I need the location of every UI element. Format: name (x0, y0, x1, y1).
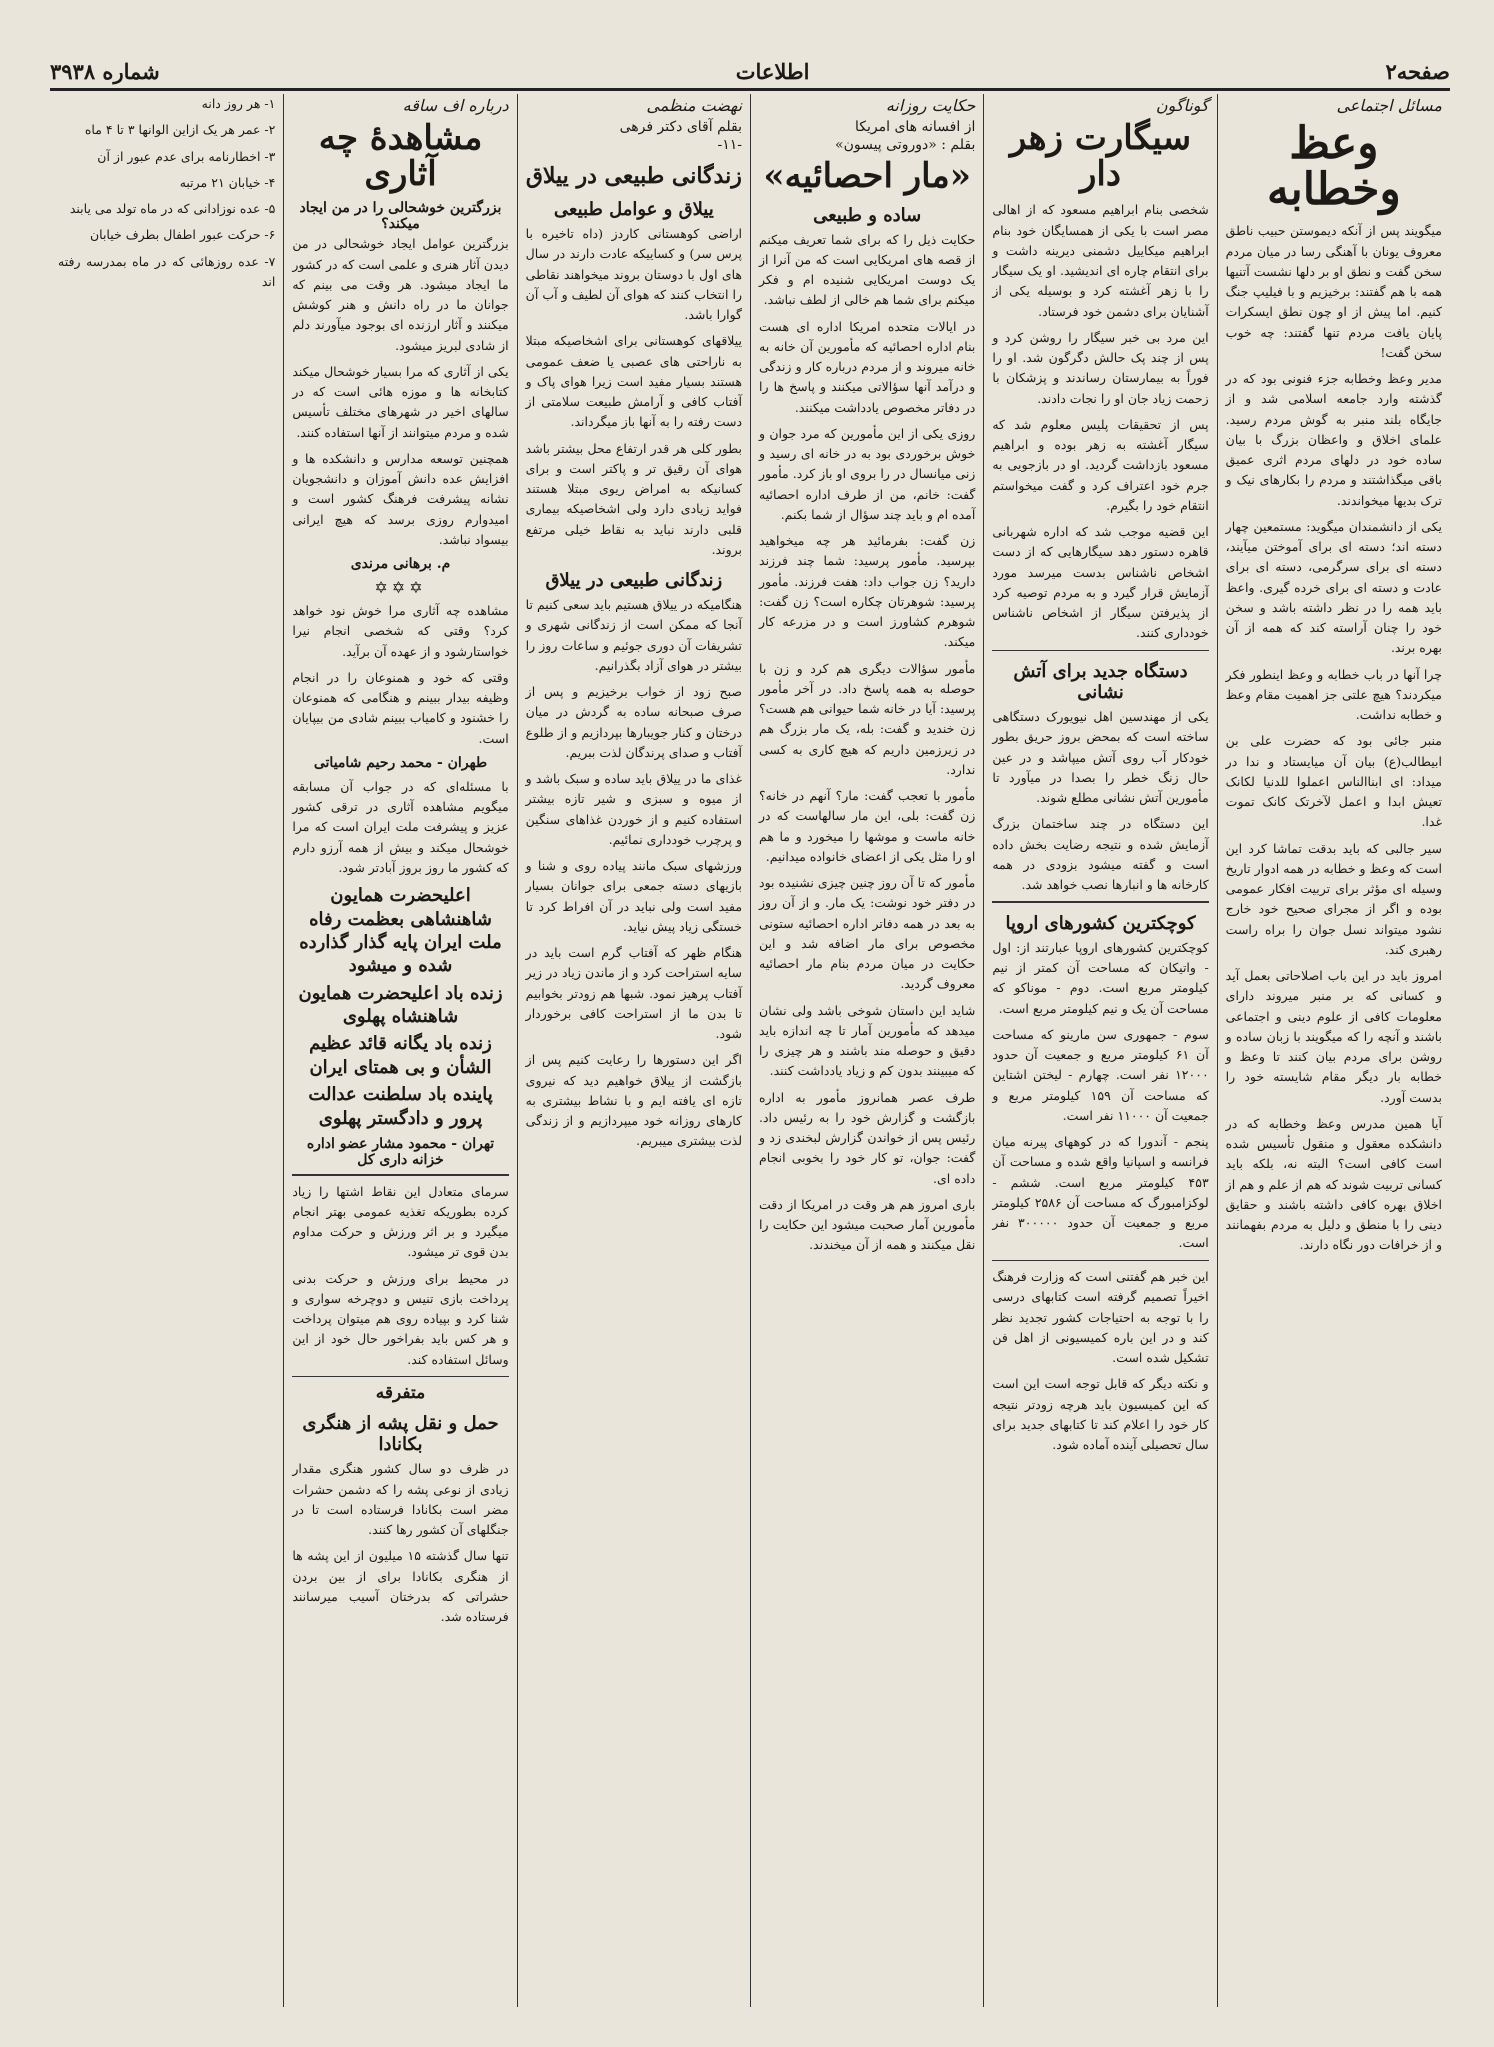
paragraph: میگویند پس از آنکه دیموستن حبیب ناطق معروف یونان با آهنگی رسا در میان مردم سخن گفت و نطق او بر دلها نشست آتنیها همه با هم گفتند: برخیزیم و با فیلیپ جنگ کنیم. اما پیش از او چون نطق ایسکرات پایان یافت مردم تنها گفتند: چه خوب سخن گفت! (1225, 223, 1442, 360)
paragraph: یکی از آثاری که مرا بسیار خوشحال میکند کتابخانه ها و موزه هائی است که در سالهای اخیر در شهرهای مختلف تأسیس شده و مردم میتوانند از آنها استفاده کنند. (292, 363, 509, 440)
divider (292, 1376, 508, 1378)
paragraph: ورزشهای سبک مانند پیاده روی و شنا و بازیهای دسته جمعی برای جوانان بسیار مفید است ولی نباید در آن افراط کرد تا خستگی زیاد پیش نیاید. (525, 858, 743, 934)
column-countryside (517, 94, 750, 2007)
list-item: ۵- عده نوزادانی که در ماه تولد می یابند (69, 201, 276, 216)
paragraph: هنگام ظهر که آفتاب گرم است باید در سایه استراحت کرد و از ماندن زیاد در زیر آفتاب پرهیز نمود. شبها هم زودتر بخوابیم تا بدن ما از استراحت کافی برخوردار شود. (525, 945, 743, 1041)
paragraph: شاید این داستان شوخی باشد ولی نشان میدهد که مأمورین آمار تا چه اندازه باید دقیق و حوصله مند باشند و هر چیزی را که میبینند بدون کم و زیاد یادداشت کنند. (759, 1002, 976, 1079)
page-number: صفحه۲ (1385, 58, 1450, 84)
paragraph: زن گفت: بفرمائید هر چه میخواهید بپرسید. مأمور پرسید: شما چند فرزند دارید؟ زن جواب داد: هفت فرزند. مأمور پرسید: شوهرتان چکاره است؟ زن گفت: شوهرم کشاورز است و در مزرعه کار میکند. (759, 533, 976, 650)
paragraph: مأمور که تا آن روز چنین چیزی نشنیده بود در دفتر خود نوشت: یک مار. و از آن روز به بعد در همه دفاتر اداره احصائیه ستونی مخصوص برای مار اضافه شد و این حکایت در میان مردم بنام مار احصائیه معروف گردید. (759, 875, 976, 992)
slogan-line: زنده باد یگانه قائد عظیم الشأن و بی همتای ایران (309, 1033, 492, 1078)
paragraph: وقتی که خود و همنوعان را در انجام وظیفه بیدار ببینم و هنگامی که همنوعان را خشنود و کامیاب ببینم شادی من بیپایان است. (292, 669, 509, 746)
paragraph: با مسئله‌ای که در جواب آن مسابقه میگویم مشاهده آثاری در ترقی کشور عزیز و پیشرفت ملت ایران است که مرا خوشحال میکند و بیش از همه آرزو دارم که کشور ما روز بروز آبادتر شود. (292, 778, 509, 875)
article-body (992, 938, 1208, 1254)
section-kicker: مسائل اجتماعی (1336, 96, 1442, 115)
article-body (992, 707, 1208, 895)
list-item: ۷- عده روزهائی که در ماه بمدرسه رفته اند (58, 253, 276, 289)
paragraph: روزی یکی از این مأمورین که مرد جوان و خوش برخوردی بود به در خانه ای رسید و زنی میانسال در را بروی او باز کرد. مأمور گفت: خانم، من از طرف اداره احصائیه آمده ام و باید چند سؤال از شما بکنم. (759, 425, 976, 522)
paragraph: در محیط برای ورزش و حرکت بدنی پرداخت بازی تنیس و دوچرخه سواری و شنا کرد و بپیاده روی هم میتوان پرداخت و هر کس باید بفراخور حال خود از این وسائل استفاده کند. (292, 1270, 509, 1367)
article-body (992, 1267, 1208, 1455)
headline-cigarette: سیگارت زهر دار (1009, 118, 1192, 194)
column-story (750, 94, 983, 2007)
section-kicker: نهضت منظمی (646, 96, 743, 115)
article-body (292, 234, 508, 550)
divider (292, 1174, 508, 1176)
paragraph: شخصی بنام ابراهیم مسعود که از اهالی مصر است با یکی از همسایگان خود بنام ابراهیم میکاییل دشمنی دیرینه داشت و برای انتقام چاره ای اندیشید. او یک سیگار را با زهر آغشته کرد و بوسیله یکی از آشنایان برای دشمن خود فرستاد. (992, 202, 1209, 319)
star-divider-icon: ✡✡✡ (374, 578, 427, 598)
paragraph: آیا همین مدرس وعظ وخطابه که در دانشکده معقول و منقول تأسیس شده است کافی است؟ البته نه، بلکه باید کسانی تربیت شوند که هم از علم و هم از اخلاق بهره کافی داشته باشند و حقایق دینی را با منطق و دلیل به مردم بفهمانند و از خرافات دور نگاه دارند. (1225, 1115, 1442, 1253)
paragraph: حکایت ذیل را که برای شما تعریف میکنم از قصه های امریکایی است که من آنرا از یک دوست امریکایی شنیده ام و فکر میکنم برای شما هم خالی از لطف نباشد. (759, 231, 976, 308)
paragraph: مشاهده چه آثاری مرا خوش نود خواهد کرد؟ وقتی که شخصی انجام نیرا خواستارشود و از عهده آن برآید. (292, 603, 509, 659)
paragraph: و نکته دیگر که قابل توجه است این است که این کمیسیون باید هرچه زودتر نتیجه کار خود را اعلام کند تا کتابهای جدید برای سال تحصیلی آینده آماده شود. (992, 1376, 1209, 1453)
headline-sermon: وعظ وخطابه (1266, 118, 1401, 216)
paragraph: سوم - جمهوری سن مارینو که مساحت آن ۶۱ کیلومتر مربع و جمعیت آن حدود ۱۲۰۰۰ نفر است. چهارم - لیختن اشتاین که مساحت آن ۱۵۹ کیلومتر مربع و جمعیت آن ۱۱۰۰۰ نفر است. (992, 1026, 1209, 1123)
columns (50, 94, 1450, 2007)
paragraph: مأمور با تعجب گفت: مار؟ آنهم در خانه؟ زن گفت: بلی، این مار سالهاست که در خانه ماست و موشها را میخورد و ما هم او را مثل یکی از اعضای خانواده میدانیم. (759, 788, 976, 864)
article-body (292, 1459, 508, 1627)
header-rule (50, 88, 1450, 91)
author-name: طهران - محمد رحیم شامیاتی (313, 754, 488, 771)
paragraph: بطور کلی هر قدر ارتفاع محل بیشتر باشد هوای آن رقیق تر و پاکتر است و برای کسانیکه به امراض ریوی مبتلا هستند فواید زیادی دارد ولی اشخاصیکه بیماری قلبی دارند نباید به نقاط خیلی مرتفع بروند. (525, 440, 743, 557)
slogan-line: اعلیحضرت همایون شاهنشاهی بعظمت رفاه ملت ایران پایه گذار گذارده شده و میشود (299, 885, 502, 977)
list-item: ۳- اخطارنامه برای عدم عبور از آن (97, 148, 276, 164)
list-item: ۱- هر روز دانه (201, 96, 276, 111)
article-body (1226, 221, 1442, 1255)
paragraph: اگر این دستورها را رعایت کنیم پس از بازگشت از ییلاق خواهیم دید که نیروی تازه ای یافته ایم و با نشاط بیشتری به کارهای روزانه خود میپردازیم و از زندگی لذت بیشتری میبریم. (525, 1052, 743, 1149)
issue-number: شماره ۳۹۳۸ (50, 58, 160, 84)
subhead-europe: کوچکترین کشورهای اروپا (1005, 912, 1196, 934)
article-body (759, 230, 975, 1256)
paragraph: غذای ما در ییلاق باید ساده و سبک باشد و از میوه و سبزی و شیر تازه بیشتر استفاده کنیم و از خوردن غذاهای سنگین و پرچرب خودداری نمائیم. (525, 771, 743, 847)
paragraph: کوچکترین کشورهای اروپا عبارتند از: اول - واتیکان که مساحت آن کمتر از نیم کیلومتر مربع است. دوم - موناکو که مساحت آن یک و نیم کیلومتر مربع است. (992, 939, 1209, 1016)
paragraph: سیر جالبی که باید بدقت تماشا کرد این است که وعظ و خطابه در همه ادوار تاریخ وسیله ای مؤثر برای تربیت افکار عمومی بوده و اگر از مجرای صحیح خود خارج نشود میتواند نسل جوان را براه راست رهبری کند. (1225, 840, 1442, 957)
paragraph: ییلاقهای کوهستانی برای اشخاصیکه مبتلا به ناراحتی های عصبی یا ضعف عمومی هستند بسیار مفید است زیرا هوای پاک و آفتاب کافی و آرامش طبیعت سلامتی از دست رفته را به آنها باز میگرداند. (525, 333, 743, 430)
numbered-list (58, 94, 275, 292)
divider (992, 650, 1208, 652)
paragraph: بزرگترین عوامل ایجاد خوشحالی در من دیدن آثار هنری و علمی است که در کشور ما ایجاد میشود. هر وقت می بینم که جوانان ما در راه دانش و هنر کوشش میکنند و آثار ارزنده ای بوجود میآورند دلم از شادی لبریز میشود. (292, 236, 509, 353)
paragraph: صبح زود از خواب برخیزیم و پس از صرف صبحانه ساده به گردش در میان درختان و کنار جویبارها بپردازیم و از طلوع آفتاب و صدای پرندگان لذت ببریم. (525, 684, 743, 760)
author-name: م. برهانی مرندی (350, 556, 451, 573)
column-list (50, 94, 283, 2007)
article-body (292, 601, 508, 749)
column-contest (283, 94, 516, 2007)
paragraph: پس از تحقیقات پلیس معلوم شد که سیگار آغشته به زهر بوده و ابراهیم مسعود بازداشت گردید. او در بازجویی به جرم خود اعتراف کرد و گفت میخواستم انتقام خود را بگیرم. (992, 416, 1209, 513)
article-body (526, 595, 742, 1152)
slogan-line: پاینده باد سلطنت عدالت پرور و دادگستر پهلوی (308, 1084, 493, 1129)
paragraph: در ظرف دو سال کشور هنگری مقدار زیادی از نوعی پشه را که دشمن حشرات مضر است بکانادا فرستاده است تا در جنگلهای آن کشور رها کنند. (292, 1461, 509, 1538)
headline-contest: مشاهدهٔ چه آثاری (318, 118, 483, 194)
subhead-simple: ساده و طبیعی (813, 204, 922, 226)
newspaper-name: اطلاعات (735, 58, 810, 84)
paragraph: همچنین توسعه مدارس و دانشکده ها و افزایش عده دانش آموزان و دانشجویان نشانه پیشرفت فرهنگ کشور است و امیدوارم روزی برسد که هیچ ایرانی بیسواد نباشد. (292, 450, 509, 547)
paragraph: یکی از دانشمندان میگوید: مستمعین چهار دسته اند؛ دسته ای برای آموختن میآیند، دسته ای برای سرگرمی، دسته ای برای عادت و دسته ای برای خرده گیری. واعظ باید همه را در نظر داشته باشد و سخن خود را چنان آراسته کند که همه از آن بهره برند. (1225, 518, 1442, 656)
article-body (292, 1182, 508, 1370)
article-body (992, 200, 1208, 643)
section-kicker-2: از افسانه های امریکا (854, 119, 976, 135)
byline: بقلم : «دوروتی پیسون» (835, 137, 976, 153)
list-item: ۲- عمر هر یک ازاین الوانها ۳ تا ۴ ماه (84, 122, 276, 138)
column-sermon (1217, 94, 1450, 2007)
paragraph: سرمای متعادل این نقاط اشتها را زیاد کرده بطوریکه تغذیه عمومی بهتر انجام میگیرد و بر اثر ورزش و حرکت مداوم بدن قوی تر میشود. (292, 1183, 509, 1260)
article-body (526, 224, 742, 560)
section-kicker: درباره اف ساقه (402, 96, 509, 115)
paragraph: پنجم - آندورا که در کوههای پیرنه میان فرانسه و اسپانیا واقع شده و مساحت آن ۴۵۳ کیلومتر مربع است. ششم - لوکزامبورگ که مساحت آن ۲۵۸۶ کیلومتر مربع و جمعیت آن حدود ۳۰۰۰۰۰ نفر است. (992, 1134, 1209, 1251)
contest-question: بزرگترین خوشحالی را در من ایجاد میکند؟ (299, 200, 502, 233)
subhead-mosquito: حمل و نقل پشه از هنگری بکانادا (302, 1413, 499, 1456)
section-kicker: گوناگون (1155, 96, 1209, 115)
list-item: ۶- حرکت عبور اطفال بطرف خیابان (89, 227, 276, 243)
byline: بقلم آقای دکتر فرهی (619, 119, 743, 135)
paragraph: این دستگاه در چند ساختمان بزرگ آزمایش شده و نتیجه رضایت بخش داده است و گفته میشود بزودی در همه کارخانه ها و انبارها نصب خواهد شد. (992, 816, 1209, 893)
divider (992, 1260, 1208, 1262)
paragraph: امروز باید در این باب اصلاحاتی بعمل آید و کسانی که بر منبر میروند دارای معلومات کافی از علوم دینی و اجتماعی باشند و آنچه را که میگویند با زبان ساده و روشن برای مردم بیان کنند تا وعظ و خطابه بار دیگر مقام شایسته خود را بدست آورد. (1225, 968, 1442, 1105)
subhead-nature: ییلاق و عوامل طبیعی (553, 199, 714, 220)
page-header (50, 54, 1450, 88)
paragraph: مدیر وعظ وخطابه جزء فنونی بود که در گذشته وارد جامعه اسلامی شد و از جایگاه بلند منبر به گوش مردم رسید. علمای اخلاق و واعظان بزرگ با بیان ساده خود در دلهای مردم اثری عمیق باقی میگذاشتند و مردم را بکارهای نیک و ترک بدیها میخواندند. (1225, 371, 1442, 508)
royal-slogans (292, 884, 508, 1130)
paragraph: در ایالات متحده امریکا اداره ای هست بنام اداره احصائیه که مأمورین آن خانه به خانه میروند و از مردم درباره کار و زندگی و درآمد آنها سؤالاتی میکنند و پاسخ ها را در دفاتر مخصوص یادداشت میکنند. (759, 318, 976, 415)
section-kicker: حکایت روزانه (885, 96, 976, 115)
paragraph: طرف عصر همانروز مأمور به اداره بازگشت و گزارش خود را به رئیس داد. رئیس پس از خواندن گزارش لبخندی زد و گفت: جوان، تو کار خود را بخوبی انجام داده ای. (759, 1089, 976, 1186)
paragraph: چرا آنها در باب خطابه و وعظ اینطور فکر میکردند؟ هیچ علتی جز اهمیت مقام وعظ و خطابه نداشت. (1225, 666, 1442, 723)
headline-countryside: زندگانی طبیعی در ییلاق (525, 163, 742, 189)
paragraph: یکی از مهندسین اهل نیویورک دستگاهی ساخته است که بمحض بروز حریق بطور خودکار آب روی آتش میپاشد و در عین حال زنگ خطر را بصدا در میآورد تا مأمورین آتش نشانی مطلع شوند. (992, 709, 1209, 806)
series-number: -۱۱- (717, 137, 743, 153)
article-body (292, 777, 508, 878)
paragraph: این قضیه موجب شد که اداره شهربانی قاهره دستور دهد سیگارهایی که از دست اشخاص ناشناس بدست میرسد مورد آزمایش قرار گیرد و به مردم توصیه کرد از پذیرفتن سیگار از اشخاص ناشناس خودداری کنند. (992, 524, 1209, 641)
paragraph: این خبر هم گفتنی است که وزارت فرهنگ اخیراً تصمیم گرفته است کتابهای درسی را با توجه به احتیاجات کشور تجدید نظر کند و در این باره کمیسیونی از اهل فن تشکیل شده است. (992, 1269, 1209, 1366)
column-poison-cigarette (983, 94, 1216, 2007)
paragraph: این مرد بی خبر سیگار را روشن کرد و پس از چند پک حالش دگرگون شد. او را فوراً به بیمارستان رساندند و پزشکان با زحمت زیاد جان او را نجات دادند. (992, 329, 1209, 406)
paragraph: مأمور سؤالات دیگری هم کرد و زن با حوصله به همه پاسخ داد. در آخر مأمور پرسید: آیا در خانه شما حیوانی هم هست؟ زن خندید و گفت: بله، یک مار بزرگ هم در زیرزمین داریم که هیچ کاری به کسی ندارد. (759, 660, 976, 777)
paragraph: منبر جائی بود که حضرت علی بن ابیطالب(ع) بیان آن میایستاد و ندا در میداد: ای ابناالناس اعملوا للدنیا لکانک تعیش ابدا و اعمل لآخرتک کانک تموت غدا. (1225, 733, 1442, 830)
paragraph: هنگامیکه در ییلاق هستیم باید سعی کنیم تا آنجا که ممکن است از زندگانی شهری و تشریفات آن دوری جوئیم و ساعات روز را بیشتر در هوای آزاد بگذرانیم. (525, 597, 743, 673)
slogan-line: زنده باد اعلیحضرت همایون شاهنشاه پهلوی (298, 982, 503, 1028)
headline-story: «مار احصائیه» (763, 156, 971, 196)
subhead-fire: دستگاه جدید برای آتش نشانی (1013, 661, 1188, 704)
divider (992, 901, 1208, 903)
author-name: تهران - محمود مشار عضو اداره خزانه داری کل (306, 1136, 495, 1169)
list-item: ۴- خیابان ۲۱ مرتبه (179, 174, 276, 190)
paragraph: اراضی کوهستانی کاردز (داه تاخیره با پرس سر) و کساییکه عادت دارند در سال های اول با دوستان بروند میخواهند نقاطی را انتخاب کنند که هوای آن لطیف و آب آن گوارا باشد. (525, 226, 743, 322)
subhead-natural-life: زندگانی طبیعی در ییلاق (545, 570, 723, 591)
misc-section-title: متفرقه (375, 1383, 426, 1404)
paragraph: تنها سال گذشته ۱۵ میلیون از این پشه ها از هنگری بکانادا برای از بین بردن حشراتی که بدرختان آسیب میرسانند فرستاده شد. (292, 1548, 509, 1625)
paragraph: باری امروز هم هر وقت در امریکا از دقت مأمورین آمار صحبت میشود این حکایت را نقل میکنند و همه از آن میخندند. (759, 1196, 976, 1253)
